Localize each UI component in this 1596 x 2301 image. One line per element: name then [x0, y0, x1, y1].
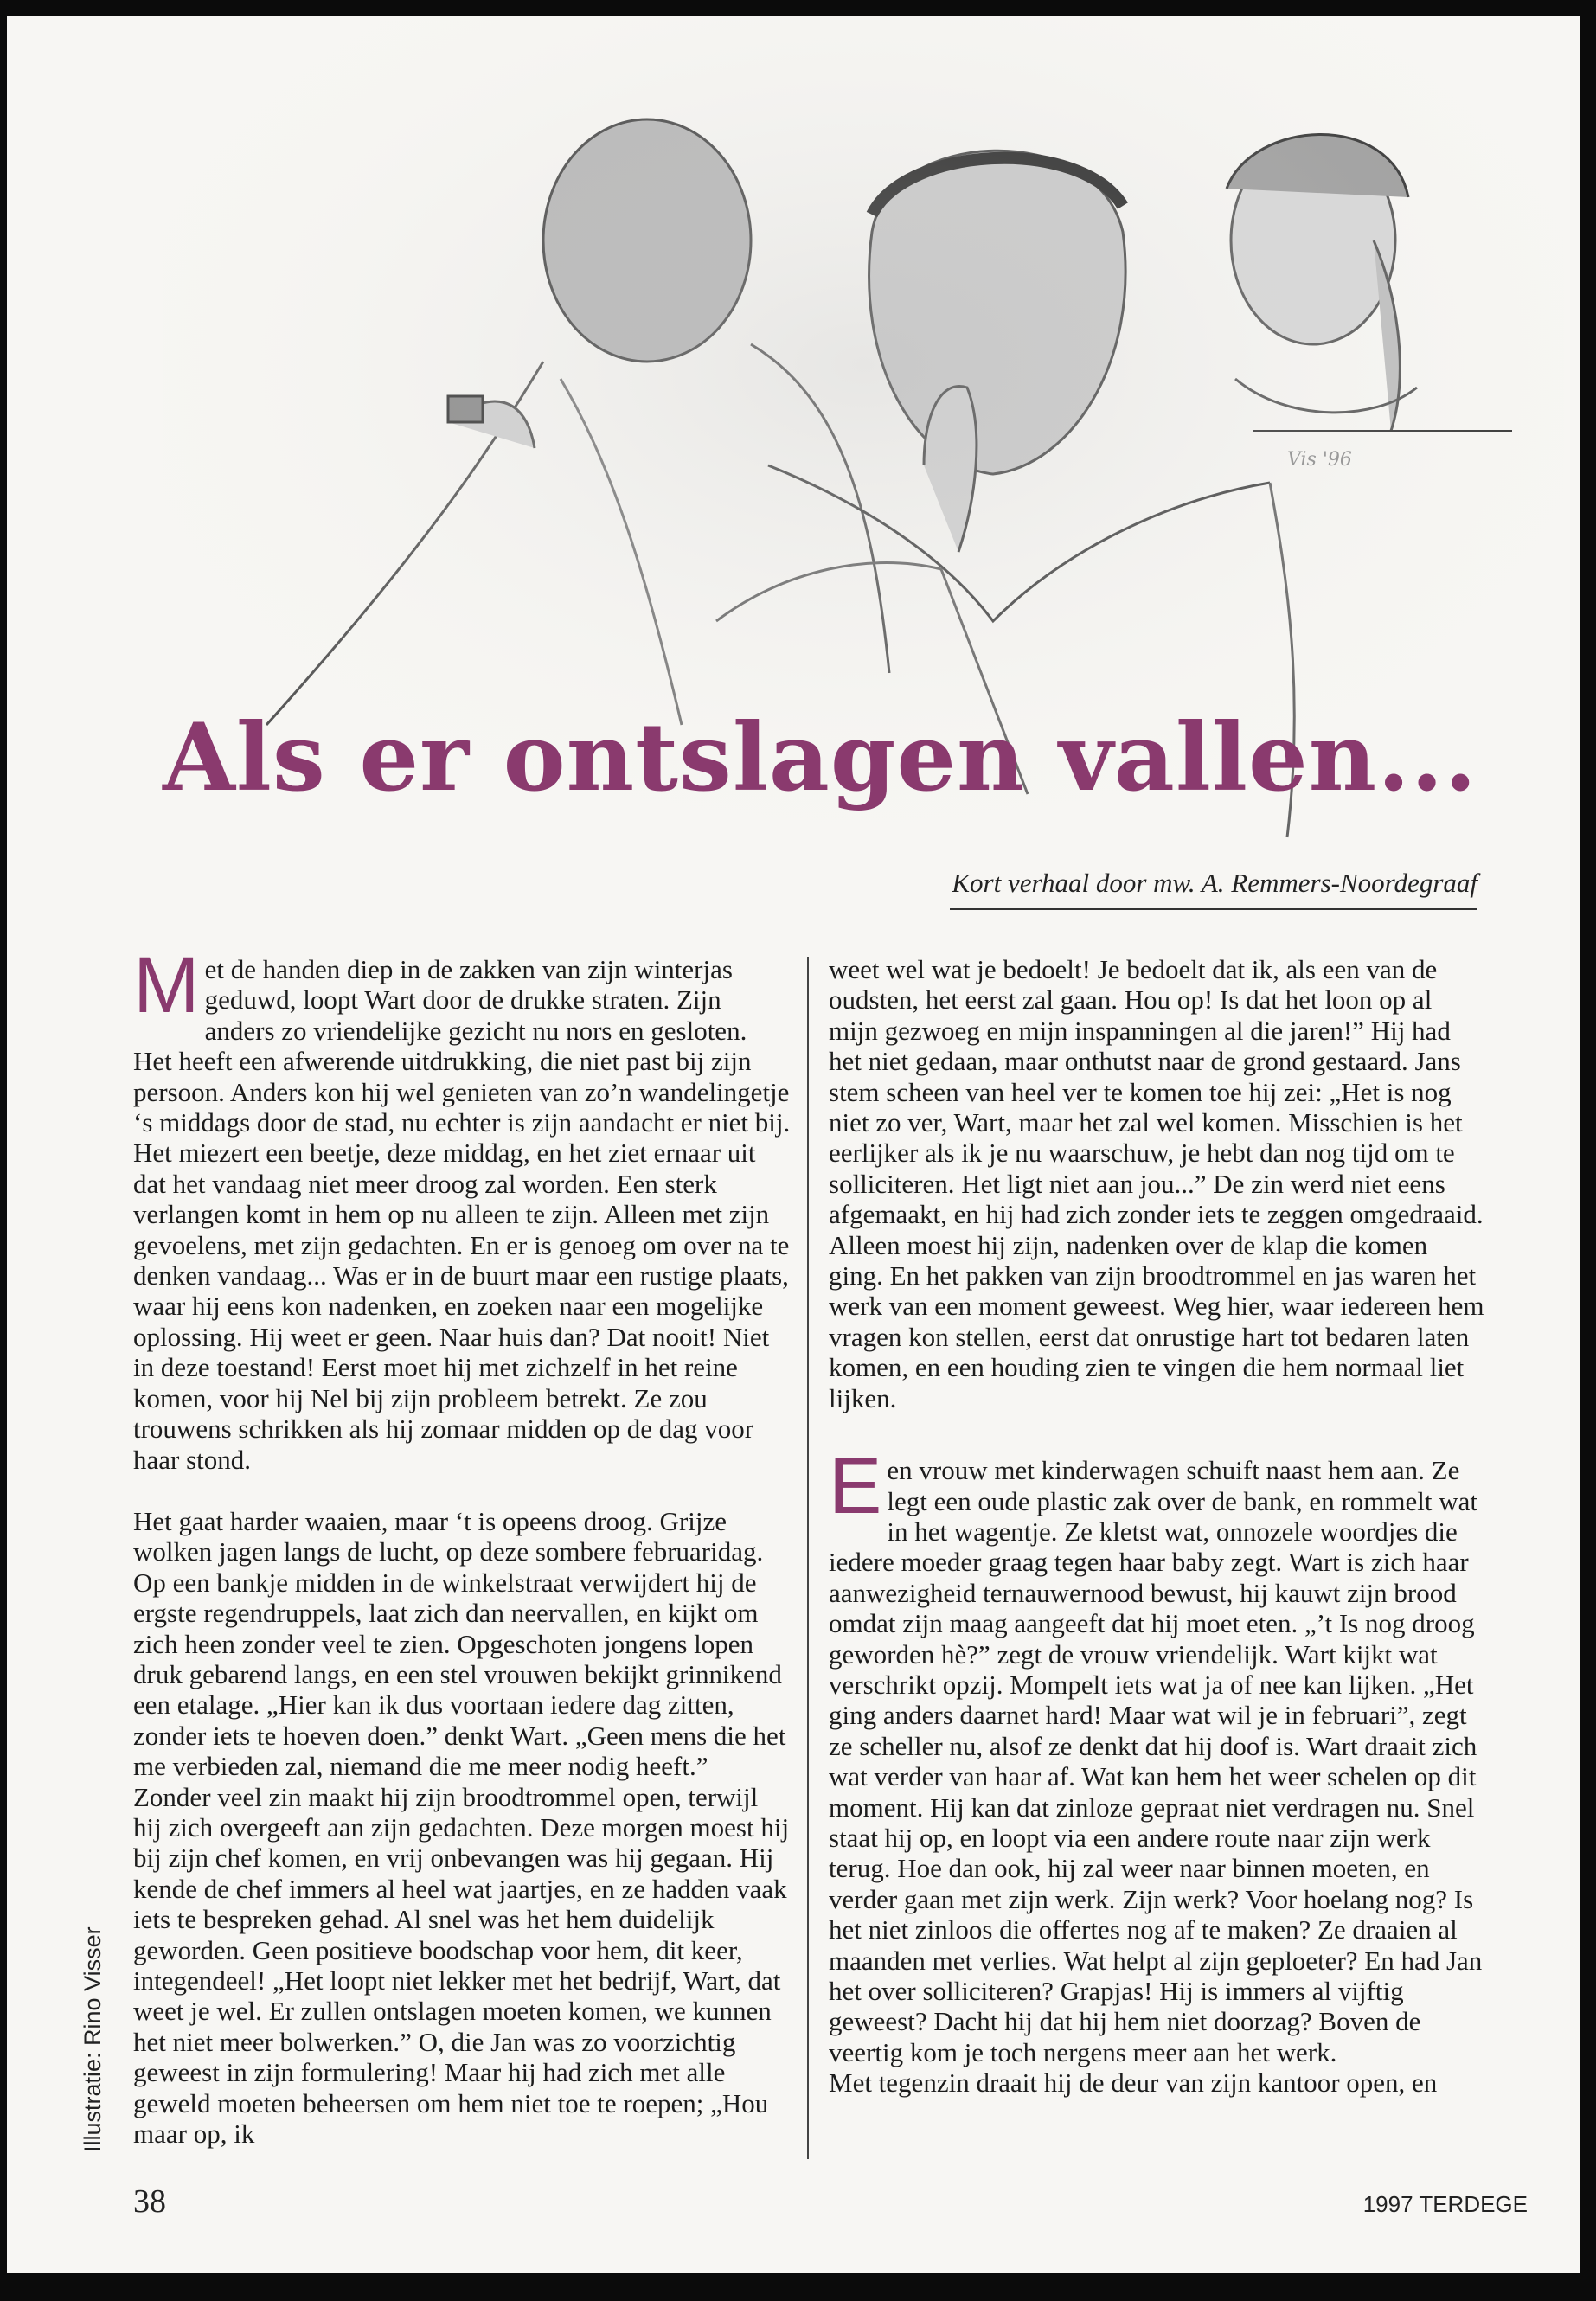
artist-signature: Vis '96 — [1287, 449, 1352, 471]
paragraph-1-text: et de handen diep in de zakken van zijn winterjas geduwd, loopt Wart door de drukke straten. Zijn anders zo vriendelijke gezicht nu nors en gesloten. Het heeft een afwerende uitdrukking, die niet past bij zijn persoon. Anders kon hij wel genieten van zo’n wandelingetje ‘s middags door de stad, nu echter is zijn aandacht er niet bij. Het miezert een beetje, deze middag, en het ziet ernaar uit dat het vandaag niet meer droog zal worden. Een sterk verlangen komt in hem op nu alleen te zijn. Alleen met zijn gevoelens, met zijn gedachten. En er is genoeg om over na te denken vandaag... Was er in de buurt maar een rustige plaats, waar hij eens kon nadenken, en zoeken naar een mogelijke oplossing. Hij weet er geen. Naar huis dan? Dat nooit! Niet in deze toestand! Eerst moet hij met zichzelf in het reine komen, voor hij Nel bij zijn probleem betrekt. Ze zou trouwens schrikken als hij zomaar midden op de dag voor haar stond. — [133, 954, 791, 1475]
right-text-column — [829, 954, 1486, 2099]
paragraph-4 — [829, 1442, 1486, 2067]
magazine-page — [7, 16, 1580, 2273]
paragraph-3: weet wel wat je bedoelt! Je bedoelt dat ik, als een van de oudsten, het eerst zal gaan. Hou op! Is dat het loon op al mijn gezwoeg en mijn inspanningen al die jaren!” Hij had het niet gedaan, maar onthutst naar de grond gestaard. Jans stem scheen van heel ver te komen toe hij zei: „Het is nog niet zo ver, Wart, maar het zal wel komen. Misschien is het eerlijker als ik je nu waarschuw, je hebt dan nog tijd om te solliciteren. Het ligt niet aan jou...” De zin werd niet eens afgemaakt, en hij had zich zonder iets te zeggen omgedraaid. Alleen moest hij zijn, nadenken over de klap die komen ging. En het pakken van zijn broodtrommel en jas waren het werk van een moment geweest. Weg hier, waar iedereen hem vragen kon stellen, eerst dat onrustige hart tot bedaren laten komen, en een houding zien te vingen die hem normaal liet lijken. — [829, 954, 1484, 1413]
left-text-column — [133, 941, 791, 2150]
paragraph-2: Het gaat harder waaien, maar ‘t is opeens droog. Grijze wolken jagen langs de lucht, op deze sombere februaridag. Op een bankje midden in de winkelstraat verwijdert hij de ergste regendruppels, laat zich dan neervallen, en kijkt om zich heen zonder veel te zien. Opgeschoten jongens lopen druk gebarend langs, en een stel vrouwen bekijkt grinnikend een etalage. „Hier kan ik dus voortaan iedere dag zitten, zonder iets te hoeven doen.” denkt Wart. „Geen mens die het me verbieden zal, niemand die me meer nodig heeft.” Zonder veel zin maakt hij zijn broodtrommel open, terwijl hij zich overgeeft aan zijn gedachten. Deze morgen moest hij bij zijn chef komen, en vrij onbevangen was hij gegaan. Hij kende de chef immers al heel wat jaartjes, en ze hadden vaak iets te bespreken gehad. Al snel was het hem duidelijk geworden. Geen positieve boodschap voor hem, dit keer, integendeel! „Het loopt niet lekker met het bedrijf, Wart, dat weet je wel. Er zullen ontslagen moeten komen, we kunnen het niet meer bolwerken.” O, die Jan was zo voorzichtig geweest in zijn formulering! Maar hij had zich met alle geweld moeten beheersen om hem niet toe te roepen; „Hou maar op, ik — [133, 1505, 790, 2150]
byline-divider — [950, 908, 1477, 910]
column-divider — [807, 957, 809, 2159]
page-number: 38 — [133, 2183, 166, 2220]
paragraph-4-text: en vrouw met kinderwagen schuift naast hem aan. Ze legt een oude plastic zak over de bank, en rommelt wat in het wagentje. Ze kletst wat, onnozele woordjes die iedere moeder graag tegen haar baby zegt. Wart is zich haar aanwezigheid ternauwernood bewust, hij kauwt zijn brood omdat zijn maag aangeeft dat hij moet eten. „’t Is nog droog geworden hè?” zegt de vrouw vriendelijk. Wart kijkt wat verschrikt opzij. Mompelt iets wat ja of nee kan lijken. „Het ging anders daarnet hard! Maar wat wil je in februari”, zegt ze scheller nu, alsof ze denkt dat hij doof is. Wart draait zich wat verder van haar af. Wat kan hem het weer schelen op dit moment. Hij kan dat zinloze gepraat niet verdragen nu. Snel staat hij op, en loopt via een andere route naar zijn werk terug. Hoe dan ook, hij zal weer naar binnen moeten, en verder gaan met zijn werk. Zijn werk? Voor hoelang nog? Is het niet zinloos die offertes nog af te maken? Ze draaien al maanden met verlies. Wat helpt al zijn geploeter? En had Jan het over solliciteren? Grapjas! Hij is immers al vijftig geweest? Dacht hij dat hij hem niet doorzag? Boven de veertig kom je toch nergens meer aan het werk. — [829, 1455, 1483, 2067]
illustration-credit: Illustratie: Rino Visser — [80, 1926, 106, 2152]
paragraph-5: Met tegenzin draait hij de deur van zijn kantoor open, en — [829, 2067, 1438, 2099]
drop-cap-e: E — [829, 1442, 882, 1531]
article-title: Als er ontslagen vallen... — [163, 703, 1477, 812]
article-byline: Kort verhaal door mw. A. Remmers-Noordegraaf — [952, 868, 1477, 898]
drop-cap-m: M — [133, 941, 200, 1029]
publication-footer: 1997 TERDEGE — [1362, 2191, 1528, 2217]
paragraph-1 — [133, 941, 791, 1475]
